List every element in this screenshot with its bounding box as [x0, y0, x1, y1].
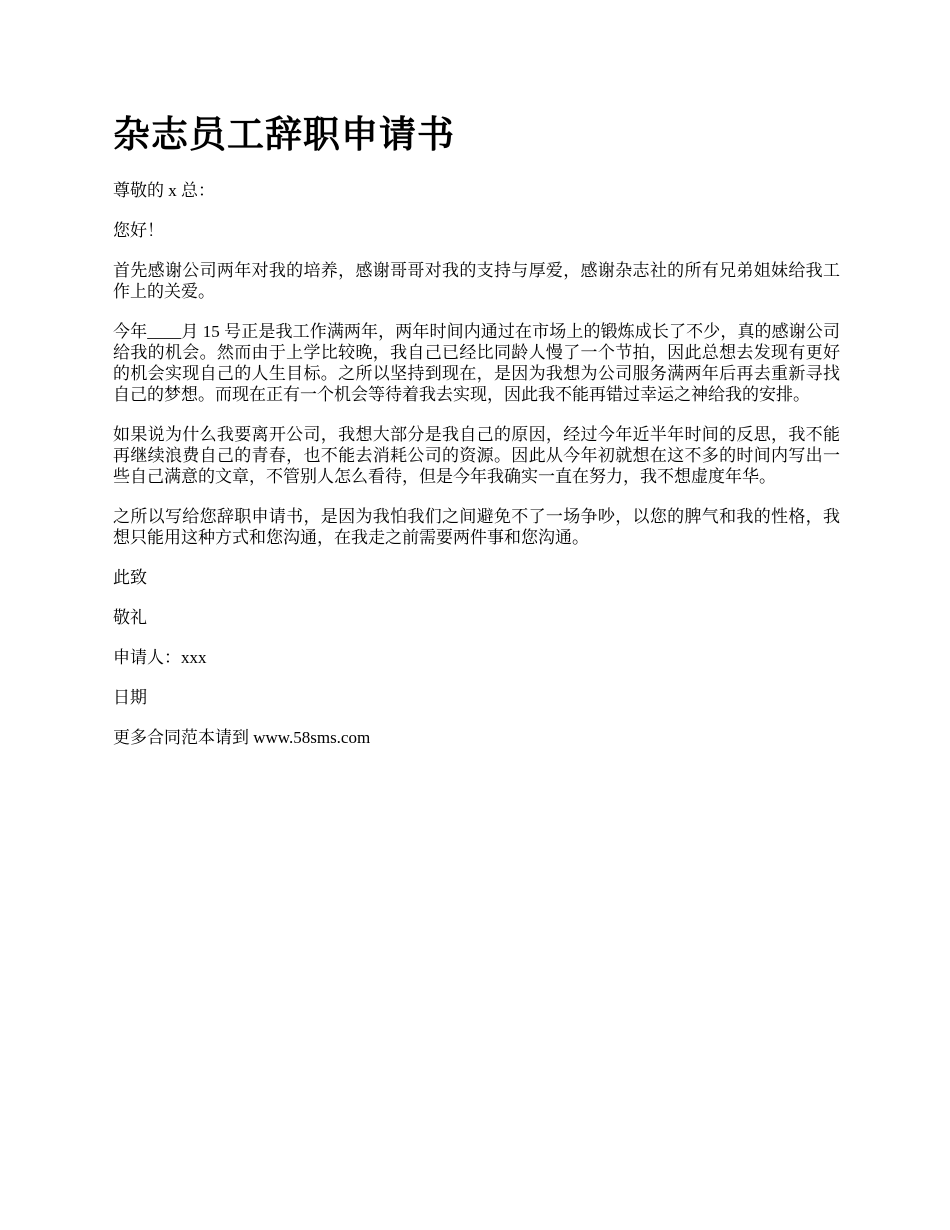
body-paragraph: 首先感谢公司两年对我的培养，感谢哥哥对我的支持与厚爱，感谢杂志社的所有兄弟姐妹给我工作上的关爱。 [113, 261, 840, 301]
date-label: 日期 [113, 688, 147, 707]
body-paragraph: 如果说为什么我要离开公司，我想大部分是我自己的原因，经过今年近半年时间的反思，我不能再继续浪费自己的青春，也不能去消耗公司的资源。因此从今年初就想在这不多的时间内写出一些自己满意的文章，不管别人怎么看待，但是今年我确实一直在努力，我不想虚度年华。 [113, 425, 840, 486]
closing-regards: 敬礼 [113, 608, 147, 627]
greeting: 您好！ [113, 221, 164, 240]
document-page [113, 112, 840, 767]
body-paragraph: 今年____月 15 号正是我工作满两年，两年时间内通过在市场上的锻炼成长了不少，真的感谢公司给我的机会。然而由于上学比较晚，我自己已经比同龄人慢了一个节拍，因此总想去发现有更好的机会实现自己的人生目标。之所以坚持到现在，是因为我想为公司服务满两年后再去重新寻找自己的梦想。而现在正有一个机会等待着我去实现，因此我不能再错过幸运之神给我的安排。 [113, 322, 840, 404]
applicant-signature: 申请人：xxx [113, 648, 207, 667]
body-paragraph: 之所以写给您辞职申请书，是因为我怕我们之间避免不了一场争吵，以您的脾气和我的性格，我想只能用这种方式和您沟通，在我走之前需要两件事和您沟通。 [113, 507, 840, 547]
salutation: 尊敬的 x 总： [113, 181, 215, 200]
closing-line: 此致 [113, 568, 147, 587]
footer-note: 更多合同范本请到 www.58sms.com [113, 728, 371, 747]
document-title: 杂志员工辞职申请书 [113, 115, 455, 156]
